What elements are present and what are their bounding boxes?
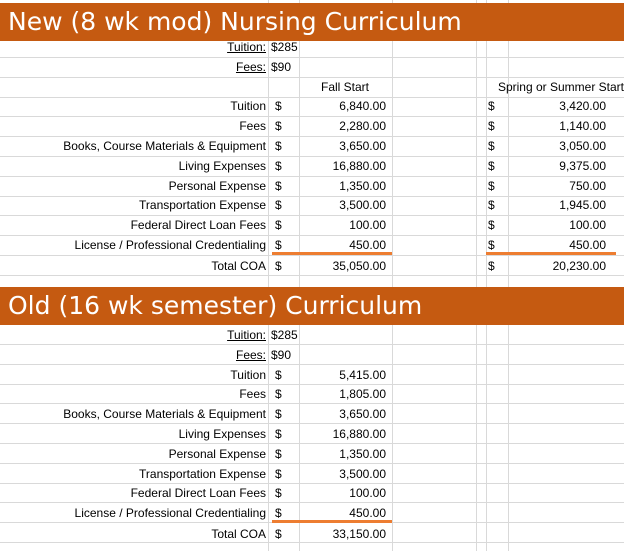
row-label: Books, Course Materials & Equipment xyxy=(63,407,266,421)
currency-sign: $ xyxy=(275,198,282,212)
row-label: Personal Expense xyxy=(168,179,266,193)
fall-amount: 3,650.00 xyxy=(339,407,386,421)
total-spring-amount: 20,230.00 xyxy=(552,259,606,273)
fall-amount: 1,350.00 xyxy=(339,447,386,461)
currency-sign: $ xyxy=(488,139,495,153)
fall-amount: 100.00 xyxy=(349,218,386,232)
fall-amount: 3,650.00 xyxy=(339,139,386,153)
total-label: Total COA xyxy=(211,259,266,273)
fall-amount: 16,880.00 xyxy=(332,159,386,173)
currency-sign: $ xyxy=(275,368,282,382)
row-label: Living Expenses xyxy=(178,159,266,173)
spring-amount: 100.00 xyxy=(569,218,606,232)
currency-sign: $ xyxy=(488,198,495,212)
currency-sign: $ xyxy=(275,119,282,133)
currency-sign: $ xyxy=(275,427,282,441)
currency-sign: $ xyxy=(275,238,282,252)
total-label: Total COA xyxy=(211,527,266,541)
currency-sign: $ xyxy=(488,99,495,113)
currency-sign: $ xyxy=(488,259,495,273)
currency-sign: $ xyxy=(275,506,282,520)
total-underline xyxy=(272,520,392,523)
spring-amount: 750.00 xyxy=(569,179,606,193)
spring-amount: 3,420.00 xyxy=(559,99,606,113)
currency-sign: $ xyxy=(488,218,495,232)
section-title-old: Old (16 wk semester) Curriculum xyxy=(0,287,624,325)
currency-sign: $ xyxy=(275,387,282,401)
currency-sign: $ xyxy=(275,159,282,173)
row-label: Fees xyxy=(239,119,266,133)
tuition-rate-value: $285 xyxy=(271,40,298,54)
fall-amount: 450.00 xyxy=(349,506,386,520)
row-label: License / Professional Credentialing xyxy=(74,238,266,252)
fees-rate-value: $90 xyxy=(271,347,292,362)
total-fall-amount: 33,150.00 xyxy=(332,527,386,541)
row-label: Living Expenses xyxy=(178,427,266,441)
currency-sign: $ xyxy=(275,179,282,193)
tuition-rate-label: Tuition: xyxy=(227,328,266,342)
currency-sign: $ xyxy=(488,238,495,252)
fees-rate-label: Fees: xyxy=(235,347,266,362)
column-header-fall: Fall Start xyxy=(320,79,369,94)
tuition-rate-label: Tuition: xyxy=(227,40,266,54)
row-label: License / Professional Credentialing xyxy=(74,506,266,520)
currency-sign: $ xyxy=(275,407,282,421)
fees-rate-label: Fees: xyxy=(235,59,266,74)
fall-amount: 1,350.00 xyxy=(339,179,386,193)
currency-sign: $ xyxy=(488,119,495,133)
tuition-rate-value: $285 xyxy=(271,328,298,342)
fees-rate-value: $90 xyxy=(271,59,292,74)
row-label: Transportation Expense xyxy=(139,198,266,212)
column-header-spring: Spring or Summer Start xyxy=(497,79,624,94)
currency-sign: $ xyxy=(275,486,282,500)
fall-amount: 450.00 xyxy=(349,238,386,252)
currency-sign: $ xyxy=(275,99,282,113)
fall-amount: 5,415.00 xyxy=(339,368,386,382)
fall-amount: 3,500.00 xyxy=(339,467,386,481)
currency-sign: $ xyxy=(275,139,282,153)
currency-sign: $ xyxy=(275,259,282,273)
row-label: Tuition xyxy=(230,368,266,382)
fall-amount: 6,840.00 xyxy=(339,99,386,113)
total-fall-amount: 35,050.00 xyxy=(332,259,386,273)
row-label: Transportation Expense xyxy=(139,467,266,481)
section-title-new: New (8 wk mod) Nursing Curriculum xyxy=(0,3,624,41)
row-label: Personal Expense xyxy=(168,447,266,461)
fall-amount: 16,880.00 xyxy=(332,427,386,441)
spring-amount: 450.00 xyxy=(569,238,606,252)
fall-amount: 2,280.00 xyxy=(339,119,386,133)
row-label: Books, Course Materials & Equipment xyxy=(63,139,266,153)
spring-amount: 3,050.00 xyxy=(559,139,606,153)
currency-sign: $ xyxy=(275,467,282,481)
fall-amount: 100.00 xyxy=(349,486,386,500)
currency-sign: $ xyxy=(488,179,495,193)
row-label: Federal Direct Loan Fees xyxy=(130,218,266,232)
currency-sign: $ xyxy=(275,218,282,232)
row-label: Federal Direct Loan Fees xyxy=(130,486,266,500)
grid-row-line xyxy=(0,255,624,256)
fall-amount: 3,500.00 xyxy=(339,198,386,212)
spring-amount: 9,375.00 xyxy=(559,159,606,173)
currency-sign: $ xyxy=(488,159,495,173)
fall-amount: 1,805.00 xyxy=(339,387,386,401)
total-underline xyxy=(272,252,392,255)
currency-sign: $ xyxy=(275,447,282,461)
spring-amount: 1,945.00 xyxy=(559,198,606,212)
row-label: Fees xyxy=(239,387,266,401)
row-label: Tuition xyxy=(230,99,266,113)
spring-amount: 1,140.00 xyxy=(559,119,606,133)
total-underline xyxy=(486,252,616,255)
currency-sign: $ xyxy=(275,527,282,541)
